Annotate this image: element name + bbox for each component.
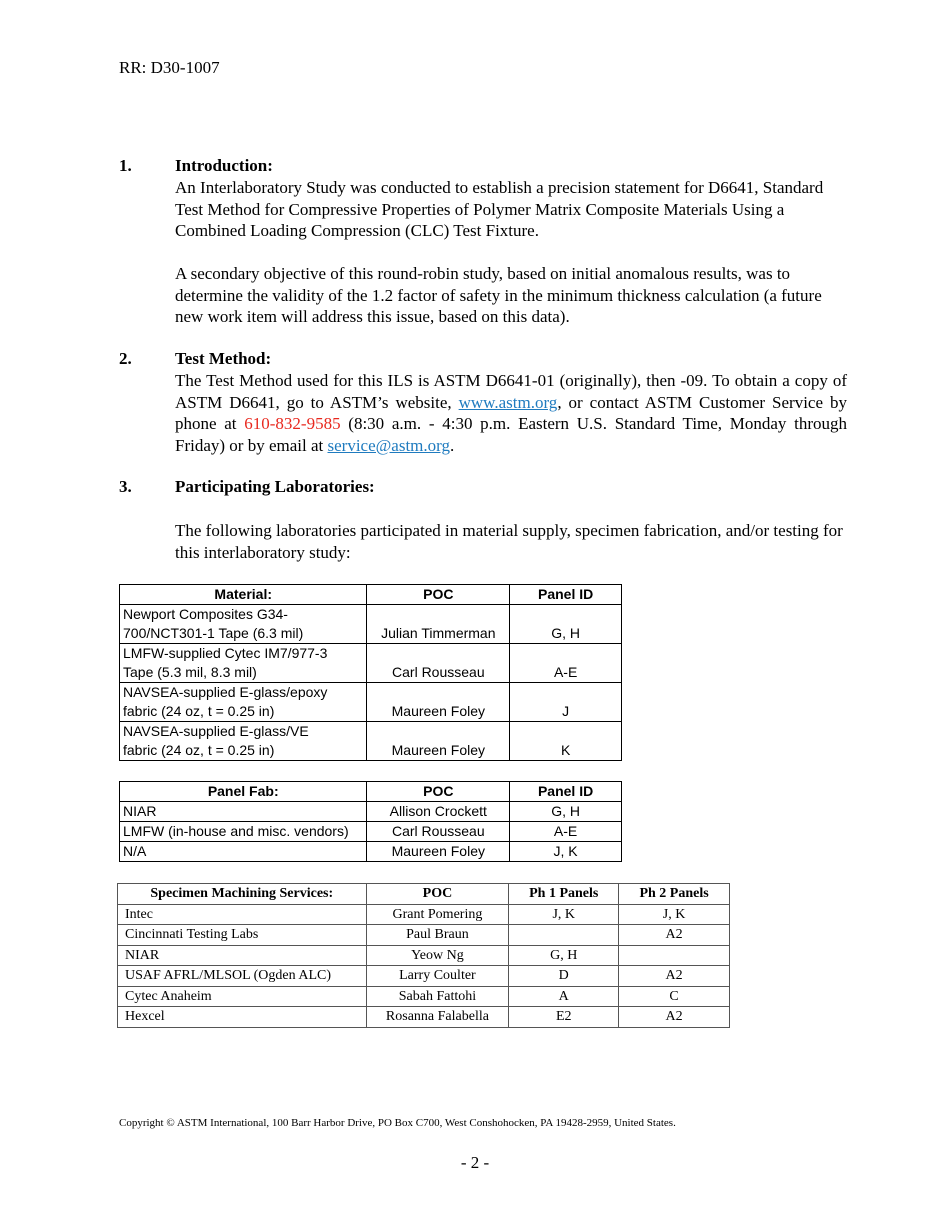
panel-id-cell: A-E <box>510 644 622 683</box>
table-row <box>118 1007 730 1028</box>
panel-id-cell: G, H <box>510 802 622 822</box>
table-row <box>120 605 622 644</box>
poc-cell: Paul Braun <box>366 925 509 946</box>
service-cell: Intec <box>118 904 367 925</box>
method-paragraph <box>175 370 847 456</box>
section-3-title: Participating Laboratories: <box>175 477 375 496</box>
poc-cell: Rosanna Falabella <box>366 1007 509 1028</box>
customer-service-phone: 610-832-9585 <box>244 414 341 433</box>
material-cell: NAVSEA-supplied E-glass/VE fabric (24 oz, t = 0.25 in) <box>120 722 367 761</box>
method-text-a: The Test Method used for this ILS is ASTM D6641-01 (originally), then -09. To obtain a copy of ASTM D6641, go to ASTM’s website, <box>175 371 847 412</box>
table-row <box>120 822 622 842</box>
ph1-cell <box>509 925 619 946</box>
section-1-number: 1. <box>119 156 132 175</box>
service-cell: Cytec Anaheim <box>118 986 367 1007</box>
ph2-cell: A2 <box>619 1007 730 1028</box>
material-cell: NAVSEA-supplied E-glass/epoxy fabric (24 oz, t = 0.25 in) <box>120 683 367 722</box>
poc-cell: Maureen Foley <box>367 842 510 862</box>
panel-id-cell: J <box>510 683 622 722</box>
table-row <box>120 842 622 862</box>
ph2-cell: C <box>619 986 730 1007</box>
method-text-b: , or contact ASTM Customer Service by phone at <box>175 392 847 433</box>
table-row <box>120 683 622 722</box>
material-panel-id-header: Panel ID <box>510 585 622 605</box>
panel-id-cell: K <box>510 722 622 761</box>
page-number: - 2 - <box>460 1153 490 1172</box>
poc-cell: Carl Rousseau <box>367 644 510 683</box>
service-cell: NIAR <box>118 945 367 966</box>
material-table <box>119 584 622 761</box>
poc-cell: Grant Pomering <box>366 904 509 925</box>
poc-cell: Carl Rousseau <box>367 822 510 842</box>
poc-cell: Larry Coulter <box>366 966 509 987</box>
intro-paragraph-1: An Interlaboratory Study was conducted to establish a precision statement for D6641, Standard Test Method for Compressive Properties of Polymer Matrix Composite Materials Using a Combined Loading Compression (CLC) Test Fixture. <box>175 178 824 240</box>
section-2-title: Test Method: <box>175 349 272 368</box>
poc-cell: Yeow Ng <box>366 945 509 966</box>
panel-fab-header: Panel Fab: <box>120 782 367 802</box>
method-text-d: . <box>450 435 455 455</box>
ph1-cell: D <box>509 966 619 987</box>
poc-cell: Maureen Foley <box>367 722 510 761</box>
panel-id-cell: A-E <box>510 822 622 842</box>
ph1-cell: J, K <box>509 904 619 925</box>
panel-fab-table <box>119 781 622 862</box>
panel-id-cell: G, H <box>510 605 622 644</box>
ph2-cell: J, K <box>619 904 730 925</box>
service-cell: Hexcel <box>118 1007 367 1028</box>
method-text-c: (8:30 a.m. - 4:30 p.m. Eastern U.S. Standard Time, Monday through Friday) or by email at <box>175 414 848 455</box>
table-row <box>120 644 622 683</box>
labs-paragraph: The following laboratories participated in material supply, specimen fabrication, and/or testing for this interlaboratory study: <box>175 521 843 562</box>
service-cell: Cincinnati Testing Labs <box>118 925 367 946</box>
service-email-link[interactable]: service@astm.org <box>327 435 451 455</box>
table-row <box>120 802 622 822</box>
table-row <box>118 945 730 966</box>
panel-fab-cell: N/A <box>120 842 367 862</box>
section-2-number: 2. <box>119 349 132 368</box>
material-poc-header: POC <box>367 585 510 605</box>
table-row <box>118 986 730 1007</box>
panel-fab-cell: LMFW (in-house and misc. vendors) <box>120 822 367 842</box>
table-row <box>120 722 622 761</box>
table-row <box>118 966 730 987</box>
poc-cell: Maureen Foley <box>367 683 510 722</box>
ph2-cell <box>619 945 730 966</box>
table-row <box>118 925 730 946</box>
copyright-footer: Copyright © ASTM International, 100 Barr Harbor Drive, PO Box C700, West Conshohocken, PA 19428-2959, United States. <box>119 1117 676 1129</box>
ph1-cell: E2 <box>509 1007 619 1028</box>
panel-fab-poc-header: POC <box>367 782 510 802</box>
poc-cell: Sabah Fattohi <box>366 986 509 1007</box>
material-cell: LMFW-supplied Cytec IM7/977-3 Tape (5.3 mil, 8.3 mil) <box>120 644 367 683</box>
table-row <box>118 904 730 925</box>
machining-services-table <box>117 883 730 1028</box>
panel-id-cell: J, K <box>510 842 622 862</box>
ph1-panels-header: Ph 1 Panels <box>509 884 619 905</box>
ph1-cell: G, H <box>509 945 619 966</box>
machining-table-header <box>118 884 730 905</box>
section-1-title: Introduction: <box>175 156 273 175</box>
panel-fab-table-header <box>120 782 622 802</box>
machining-poc-header: POC <box>366 884 509 905</box>
astm-website-link[interactable]: www.astm.org <box>458 392 558 412</box>
material-cell: Newport Composites G34- 700/NCT301-1 Tape (6.3 mil) <box>120 605 367 644</box>
service-cell: USAF AFRL/MLSOL (Ogden ALC) <box>118 966 367 987</box>
section-3-number: 3. <box>119 477 132 496</box>
ph2-cell: A2 <box>619 925 730 946</box>
poc-cell: Julian Timmerman <box>367 605 510 644</box>
panel-fab-cell: NIAR <box>120 802 367 822</box>
material-table-header <box>120 585 622 605</box>
material-header: Material: <box>120 585 367 605</box>
ph2-cell: A2 <box>619 966 730 987</box>
poc-cell: Allison Crockett <box>367 802 510 822</box>
panel-fab-panel-id-header: Panel ID <box>510 782 622 802</box>
ph2-panels-header: Ph 2 Panels <box>619 884 730 905</box>
ph1-cell: A <box>509 986 619 1007</box>
machining-service-header: Specimen Machining Services: <box>118 884 367 905</box>
document-reference: RR: D30-1007 <box>119 58 220 77</box>
intro-paragraph-2: A secondary objective of this round-robin study, based on initial anomalous results, was to determine the validity of the 1.2 factor of safety in the minimum thickness calculation (a future new work item will address this issue, based on this data). <box>175 264 822 326</box>
